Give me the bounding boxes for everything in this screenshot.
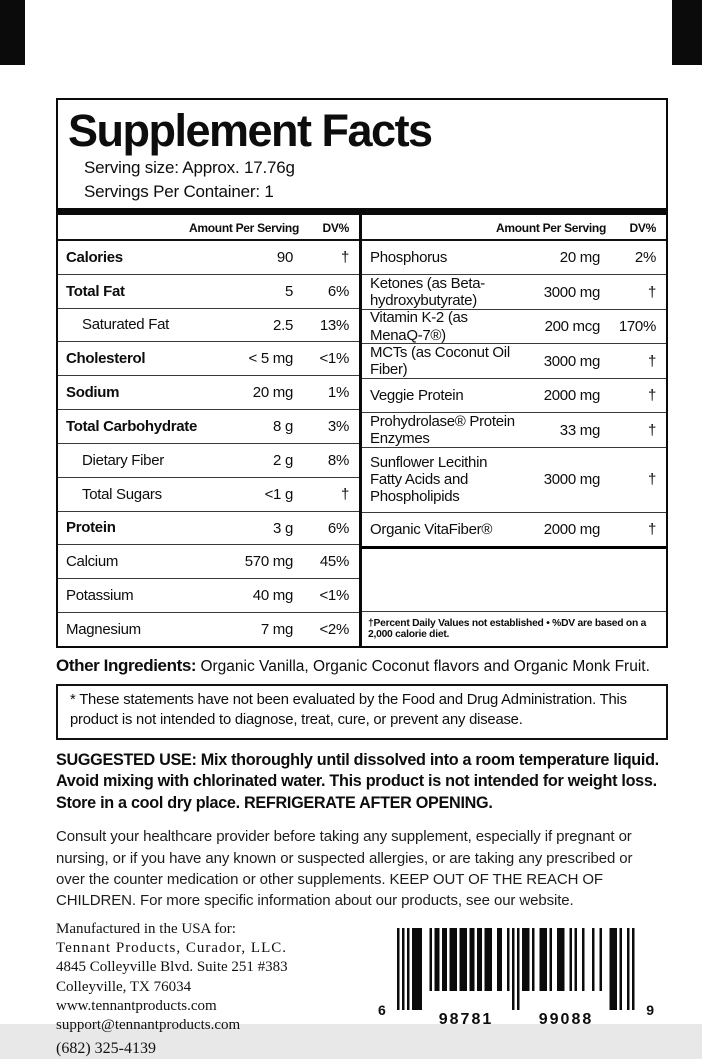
- serving-size: Serving size: Approx. 17.76g: [84, 157, 295, 177]
- dv-value: 6%: [327, 519, 349, 537]
- nutrient-name: Vitamin K-2 (as MenaQ-7®): [370, 309, 468, 344]
- amount-value: 570 mg: [244, 553, 293, 571]
- corner-mark-right: [672, 0, 702, 65]
- dv-header: DV%: [629, 220, 656, 235]
- nutrient-rows-right: [362, 241, 666, 612]
- facts-title: Supplement Facts: [68, 105, 432, 156]
- column-header-right: [362, 215, 666, 241]
- dv-value: †: [647, 421, 656, 439]
- nutrient-name: Protein: [66, 519, 116, 537]
- amount-value: 3000 mg: [543, 471, 600, 489]
- website: www.tennantproducts.com: [56, 997, 217, 1014]
- amount-value: 2.5: [273, 316, 293, 334]
- table-row: [58, 241, 359, 275]
- table-row: [362, 344, 666, 379]
- dv-value: 2%: [634, 249, 656, 267]
- dv-value: †: [647, 471, 656, 489]
- company-name: Tennant Products, Curador, LLC.: [56, 940, 287, 957]
- table-row: [362, 413, 666, 448]
- dv-value: †: [647, 283, 656, 301]
- nutrient-rows-left: [58, 241, 359, 646]
- dv-value: 3%: [327, 418, 349, 436]
- table-row: [362, 379, 666, 414]
- dv-value: †: [340, 248, 349, 266]
- dv-value: †: [647, 387, 656, 405]
- nutrient-name: Potassium: [66, 587, 134, 605]
- nutrient-name: Total Carbohydrate: [66, 417, 198, 435]
- header-divider-bar: [58, 208, 666, 215]
- table-row: [58, 309, 359, 343]
- dv-value: <2%: [319, 621, 349, 639]
- amount-value: 3000 mg: [543, 283, 600, 301]
- other-ingredients: [56, 655, 668, 677]
- barcode-left-digit: 6: [378, 1002, 386, 1019]
- nutrient-name: MCTs (as Coconut Oil Fiber): [370, 343, 510, 379]
- table-row: [58, 444, 359, 478]
- dv-value: †: [340, 485, 349, 503]
- nutrient-name: Saturated Fat: [82, 316, 169, 334]
- suggested-use: SUGGESTED USE: Mix thoroughly until dissolved into a room temperature liquid. Avoid mixing with chlorinated water. This product is not intended for weight loss. Store in a cool dry place. REFRIGERATE AFTER OPENING.: [56, 751, 659, 812]
- supplement-facts-panel: [56, 98, 668, 648]
- table-row: [362, 275, 666, 310]
- dv-value: <1%: [319, 350, 349, 368]
- nutrient-name: Sodium: [66, 384, 120, 402]
- nutrient-name: Dietary Fiber: [82, 451, 164, 469]
- nutrient-name: Calcium: [66, 553, 119, 571]
- phone-number: (682) 325-4139: [56, 1039, 156, 1057]
- facts-column-right: [362, 215, 666, 646]
- amount-per-serving-header: Amount Per Serving: [496, 220, 606, 235]
- nutrient-name: Veggie Protein: [370, 387, 464, 405]
- label-content: [56, 98, 668, 1059]
- table-row: [58, 376, 359, 410]
- nutrient-name: Cholesterol: [66, 350, 146, 368]
- dv-footnote: †Percent Daily Values not established • %DV are based on a 2,000 calorie diet.: [368, 618, 647, 640]
- amount-value: 8 g: [273, 418, 293, 436]
- amount-value: 3 g: [273, 519, 293, 537]
- address-city: Colleyville, TX 76034: [56, 978, 192, 995]
- amount-value: 7 mg: [260, 621, 293, 639]
- nutrient-name: Total Sugars: [82, 485, 162, 503]
- dv-value: †: [647, 352, 656, 370]
- other-ingredients-value: Organic Vanilla, Organic Coconut flavors and Organic Monk Fruit.: [200, 658, 650, 675]
- dv-value: 13%: [319, 316, 349, 334]
- barcode-group-1: 98781: [438, 1011, 494, 1029]
- nutrient-name: Phosphorus: [370, 249, 448, 267]
- table-row: [362, 513, 666, 550]
- table-row: [362, 241, 666, 276]
- amount-value: <1 g: [264, 485, 293, 503]
- upc-barcode: [376, 928, 656, 1028]
- amount-value: 2000 mg: [543, 520, 600, 538]
- table-row: [58, 545, 359, 579]
- amount-value: < 5 mg: [248, 350, 293, 368]
- amount-value: 200 mcg: [544, 318, 600, 336]
- nutrient-name: Prohydrolase® Protein Enzymes: [370, 412, 515, 448]
- dv-value: <1%: [319, 587, 349, 605]
- amount-value: 2000 mg: [543, 387, 600, 405]
- address-street: 4845 Colleyville Blvd. Suite 251 #383: [56, 959, 288, 976]
- facts-columns: [58, 215, 666, 646]
- barcode-group-2: 99088: [538, 1011, 594, 1029]
- table-row: [58, 478, 359, 512]
- nutrient-name: Calories: [66, 248, 123, 266]
- dv-value: 45%: [319, 553, 349, 571]
- panel-header: [58, 100, 666, 208]
- column-header-left: [58, 215, 359, 241]
- dv-value: 8%: [327, 451, 349, 469]
- nutrient-name: Organic VitaFiber®: [370, 520, 493, 538]
- dv-header: DV%: [322, 220, 349, 235]
- manufacturer-block: [56, 920, 288, 1059]
- amount-value: 40 mg: [252, 587, 293, 605]
- dv-value: †: [647, 520, 656, 538]
- footer: [56, 920, 668, 1059]
- amount-per-serving-header: Amount Per Serving: [189, 220, 299, 235]
- nutrient-name: Total Fat: [66, 282, 125, 300]
- amount-value: 2 g: [273, 451, 293, 469]
- support-email: support@tennantproducts.com: [56, 1016, 241, 1033]
- barcode-bars: [397, 928, 635, 1010]
- nutrient-name: Sunflower Lecithin Fatty Acids and Phospholipids: [370, 453, 488, 506]
- dv-value: 6%: [327, 282, 349, 300]
- table-row: [58, 410, 359, 444]
- nutrient-name: Ketones (as Beta-hydroxybutyrate): [370, 274, 485, 310]
- amount-value: 5: [284, 282, 293, 300]
- amount-value: 90: [276, 248, 293, 266]
- table-row: [362, 310, 666, 345]
- servings-per-container: Servings Per Container: 1: [84, 181, 274, 201]
- dv-value: 1%: [327, 384, 349, 402]
- table-row: [58, 275, 359, 309]
- dv-value: 170%: [618, 318, 656, 336]
- table-row: [362, 448, 666, 513]
- amount-value: 20 mg: [559, 249, 600, 267]
- amount-value: 20 mg: [252, 384, 293, 402]
- fda-disclaimer-box: * These statements have not been evaluated by the Food and Drug Administration. This product is not intended to diagnose, treat, cure, or prevent any disease.: [56, 684, 668, 740]
- empty-spacer: [362, 549, 666, 612]
- consult-warning: Consult your healthcare provider before taking any supplement, especially if pregnant or nursing, or if you have any known or suspected allergies, or are taking any prescribed or over the counter medication or other supplements. KEEP OUT OF THE REACH OF CHILDREN. For more specific information about our products, see our website.: [56, 828, 633, 910]
- table-row: [58, 579, 359, 613]
- facts-column-left: [58, 215, 362, 646]
- amount-value: 3000 mg: [543, 352, 600, 370]
- amount-value: 33 mg: [559, 421, 600, 439]
- corner-mark-left: [0, 0, 25, 65]
- table-row: [58, 342, 359, 376]
- manufactured-for-line: Manufactured in the USA for:: [56, 921, 236, 938]
- barcode-right-digit: 9: [646, 1002, 654, 1019]
- table-row: [58, 512, 359, 546]
- other-ingredients-label: Other Ingredients:: [56, 656, 197, 675]
- table-row: [58, 613, 359, 646]
- nutrient-name: Magnesium: [66, 620, 141, 638]
